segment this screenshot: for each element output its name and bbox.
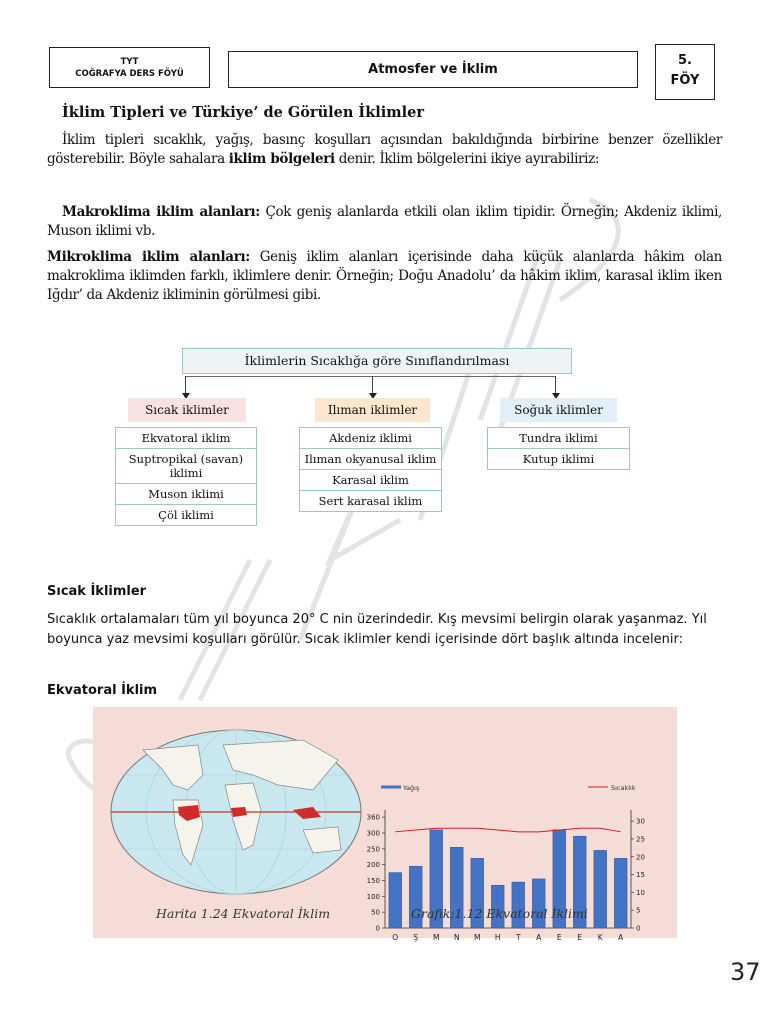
legend-temp-label: Sıcaklık [611, 784, 636, 792]
hot-climates-header: Sıcak iklimler [128, 398, 246, 422]
microclimate-text: Geniş iklim alanları içerisinde daha küçük alanlarda hâkim olan makroklima iklimden farklı, iklimlere denir. Örneğin; Doğu Anadolu’ da hâkim iklim, karasal iklim iken Iğdır’ da Akdeniz ikliminin görülmesi gibi. [47, 249, 722, 303]
arrow-hot [185, 376, 186, 394]
arrow-mild [372, 376, 373, 394]
mild-climate-item: Sert karasal iklim [300, 491, 441, 512]
classification-diagram [110, 342, 645, 557]
hot-climates-list [115, 427, 257, 526]
legend-precip-label: Yağış [403, 784, 420, 792]
microclimate-paragraph [47, 248, 722, 305]
diagram-connector [185, 376, 555, 377]
hot-climates-heading: Sıcak İklimler [47, 584, 147, 599]
macroclimate-label: Makroklima iklim alanları: [62, 204, 260, 220]
header-unit-label: FÖY [670, 73, 700, 88]
mild-climate-item: Ilıman okyanusal iklim [300, 449, 441, 470]
right-tick-label: 10 [636, 888, 645, 897]
month-label: Ş [413, 933, 419, 942]
diagram-title: İklimlerin Sıcaklığa göre Sınıflandırılması [182, 348, 572, 374]
right-tick-label: 30 [636, 817, 645, 826]
left-tick-label: 360 [366, 813, 380, 822]
macroclimate-text: Çok geniş alanlarda etkili olan iklim tipidir. Örneğin; Akdeniz iklimi, Muson iklimi vb. [47, 204, 722, 239]
hot-climate-item: Suptropikal (savan) iklimi [116, 449, 256, 484]
left-tick-label: 150 [366, 877, 380, 885]
month-label: M [433, 933, 440, 942]
precip-bar [614, 858, 627, 928]
left-tick-label: 250 [366, 845, 380, 854]
header-unit-box [655, 44, 715, 100]
month-label: K [597, 933, 603, 942]
header-course-box [49, 47, 210, 88]
equatorial-chart [363, 772, 653, 957]
header-unit-number: 5. [678, 53, 692, 68]
precip-bar [389, 873, 402, 928]
right-tick-label: 25 [636, 835, 645, 844]
left-tick-label: 300 [366, 829, 380, 838]
mild-climates-header: Ilıman iklimler [315, 398, 430, 422]
month-label: A [618, 933, 624, 942]
month-label: A [536, 933, 542, 942]
mild-climate-item: Karasal iklim [300, 470, 441, 491]
page-number: 37 [730, 958, 761, 986]
cold-climate-item: Tundra iklimi [488, 428, 629, 449]
month-label: E [556, 933, 562, 942]
hot-climates-paragraph: Sıcaklık ortalamaları tüm yıl boyunca 20° C nin üzerindedir. Kış mevsimi belirgin olarak yaşanmaz. Yıl boyunca yaz mevsimi koşulları görülür. Sıcak iklimler kendi içerisinde dört başlık altında incelenir: [47, 612, 707, 647]
left-tick-label: 50 [371, 908, 380, 917]
month-label: O [392, 933, 399, 942]
header-topic-box [228, 51, 638, 88]
precip-bar [594, 850, 607, 928]
month-label: H [494, 933, 501, 942]
intro-text-a: İklim tipleri sıcaklık, yağış, basınç koşulları açısından bakıldığında birbirine benzer özellikler gösterebilir. Böyle sahalara [47, 132, 722, 167]
temperature-line [395, 828, 621, 832]
month-label: E [577, 933, 583, 942]
header-course-line1: TYT [120, 57, 139, 67]
left-tick-label: 0 [375, 924, 380, 933]
intro-paragraph [47, 131, 722, 169]
cold-climate-item: Kutup iklimi [488, 449, 629, 470]
intro-term: iklim bölgeleri [228, 151, 335, 167]
left-tick-label: 200 [366, 861, 380, 870]
chart-caption: Grafik:1.12 Ekvatoral İklimi [411, 906, 588, 921]
hot-climate-item: Muson iklimi [116, 484, 256, 505]
hot-climate-item: Çöl iklimi [116, 505, 256, 526]
equatorial-map [103, 715, 373, 915]
left-tick-label: 100 [366, 892, 380, 901]
month-label: T [515, 933, 521, 942]
microclimate-label: Mikroklima iklim alanları: [47, 249, 250, 265]
mild-climate-item: Akdeniz iklimi [300, 428, 441, 449]
header-course-line2: COĞRAFYA DERS FÖYÜ [75, 69, 184, 79]
mild-climates-list [299, 427, 442, 512]
header-topic: Atmosfer ve İklim [368, 62, 498, 77]
month-label: N [453, 933, 460, 942]
month-label: M [474, 933, 481, 942]
hot-climate-item: Ekvatoral iklim [116, 428, 256, 449]
cold-climates-list [487, 427, 630, 470]
equatorial-figure [93, 707, 677, 942]
right-tick-label: 20 [636, 853, 645, 862]
equatorial-heading: Ekvatoral İklim [47, 683, 158, 698]
right-tick-label: 15 [636, 871, 645, 880]
right-tick-label: 0 [636, 924, 641, 933]
page-title: İklim Tipleri ve Türkiye’ de Görülen İklimler [62, 104, 424, 121]
macroclimate-paragraph [47, 203, 722, 241]
cold-climates-header: Soğuk iklimler [500, 398, 617, 422]
map-caption: Harita 1.24 Ekvatoral İklim [156, 906, 331, 921]
right-tick-label: 5 [636, 906, 641, 915]
intro-text-c: denir. İklim bölgelerini ikiye ayırabiliriz: [334, 151, 600, 167]
arrow-cold [555, 376, 556, 394]
